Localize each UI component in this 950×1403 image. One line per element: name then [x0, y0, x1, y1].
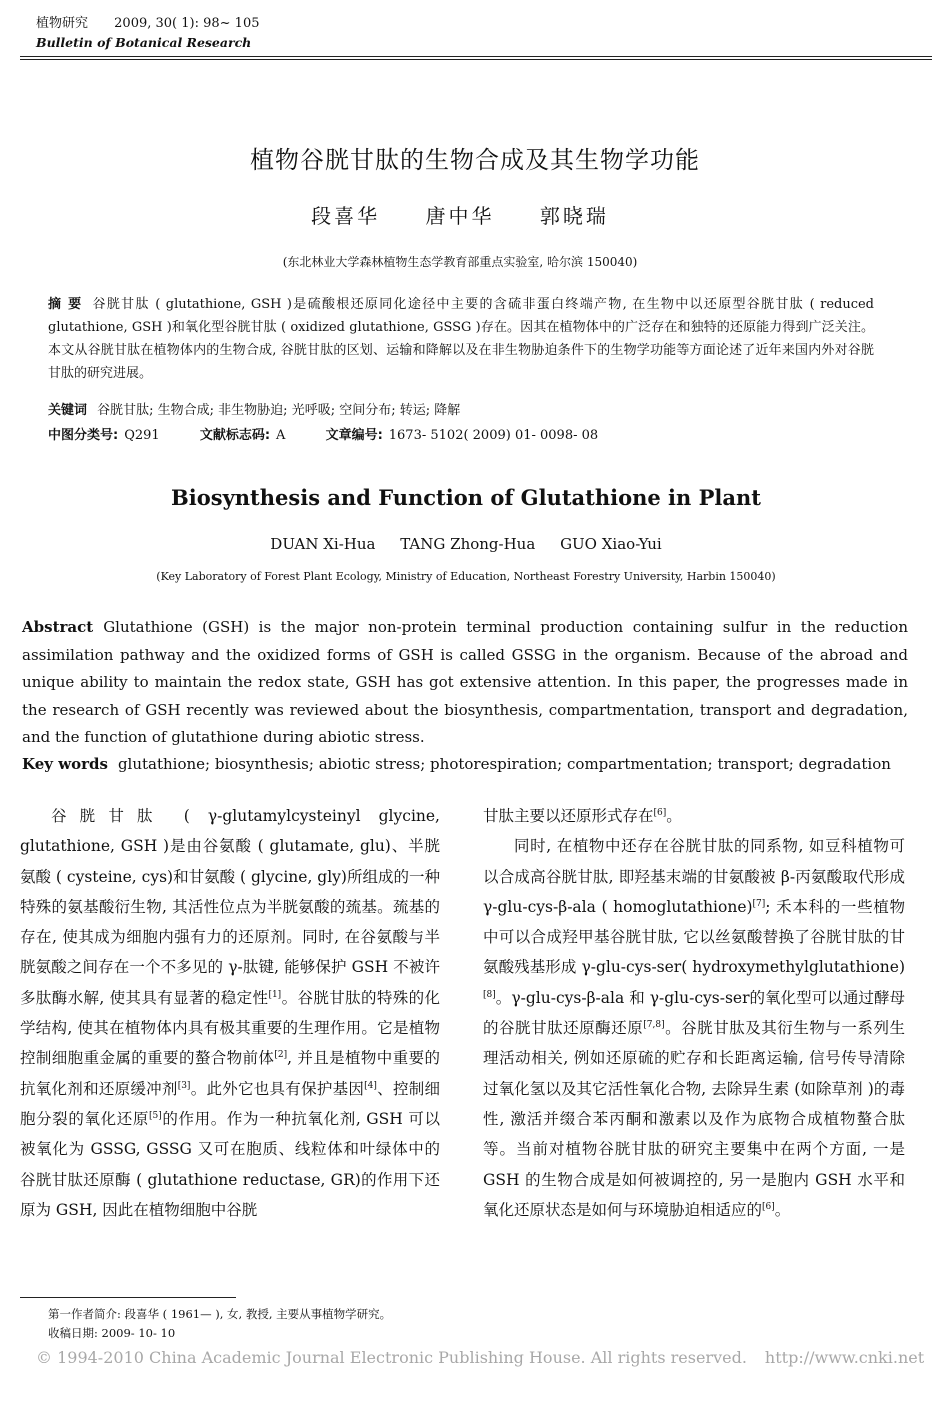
- author-en-3: GUO Xiao-Yui: [560, 535, 662, 553]
- citation: [7,8]: [643, 1019, 665, 1030]
- title-cn: 植物谷胱甘肽的生物合成及其生物学功能: [250, 146, 700, 174]
- title-en: Biosynthesis and Function of Glutathione in Plant: [171, 485, 761, 510]
- author-cn-1: 段喜华: [311, 204, 381, 228]
- doc-code-label: 文献标志码:: [199, 428, 271, 443]
- abstract-cn-label: 摘 要: [48, 297, 83, 312]
- body-text: 。: [774, 1200, 791, 1219]
- citation: [6]: [762, 1201, 775, 1212]
- body-text: 。谷胱甘肽及其衍生物与一系列生理活动相关, 例如还原硫的贮存和长距离运输, 信号传导清除过氧化氢以及其它活性氧化合物, 去除异生素 (如除草剂 )的毒性, 激活并缀合苯丙酮和激素以及作为底物合成植物螯合肽等。当前对植物谷胱甘肽的研究主要集中在两个方面, 一是 GSH 的生物合成是如何被调控的, 另一是胞内 GSH 水平和氧化还原状态是如何与环境胁迫相适应的: [483, 1019, 905, 1219]
- footnote-rule: [20, 1297, 236, 1298]
- keywords-en: [22, 751, 908, 777]
- article-id-label: 文章编号:: [325, 428, 383, 443]
- citation: [8]: [483, 989, 496, 1000]
- cnki-link[interactable]: http://www.cnki.net: [764, 1348, 925, 1367]
- citation: [7]: [752, 898, 766, 909]
- issue-info: 2009, 30( 1): 98~ 105: [114, 16, 260, 31]
- body-text: ; 禾本科的一些植物中可以合成羟甲基谷胱甘肽, 它以丝氨酸替换了谷胱甘肽的甘氨酸残基形成 γ-glu-cys-ser( hydroxymethylglutathione): [483, 897, 905, 977]
- keywords-en-text: glutathione; biosynthesis; abiotic stress; photorespiration; compartmentation; transport; degradation: [117, 755, 891, 773]
- footnote-author: 第一作者简介: 段喜华 ( 1961— ), 女, 教授, 主要从事植物学研究。: [48, 1307, 392, 1321]
- body-text: 谷胱甘肽 ( γ-glutamylcysteinyl glycine, glutathione, GSH )是由谷氨酸 ( glutamate, glu)、半胱氨酸 ( cysteine, cys)和甘氨酸 ( glycine, gly)所组成的一种特殊的氨基酸衍生物, 其活性位点为半胱氨酸的巯基。巯基的存在, 使其成为细胞内强有力的还原剂。同时, 在谷氨酸与半胱氨酸之间存在一个不多见的 γ-肽键, 能够保护 GSH 不被许多肽酶水解, 使其具有显著的稳定性: [20, 807, 440, 1007]
- affiliation-en: (Key Laboratory of Forest Plant Ecology, Ministry of Education, Northeast Forestry University, Harbin 150040): [156, 570, 776, 583]
- body-text: , 并且是植物中重要的抗氧化剂和还原缓冲剂: [20, 1049, 440, 1098]
- authors-cn: [0, 200, 920, 229]
- author-en-2: TANG Zhong-Hua: [400, 535, 536, 553]
- body-text: 同时, 在植物中还存在谷胱甘肽的同系物, 如豆科植物可以合成高谷胱甘肽, 即羟基末端的甘氨酸被 β-丙氨酸取代形成 γ-glu-cys-β-ala ( homoglutathione): [483, 837, 905, 916]
- body-paragraph: [483, 831, 905, 1225]
- citation: [2]: [274, 1050, 288, 1061]
- body-text: 、控制细胞分裂的氧化还原: [20, 1079, 440, 1128]
- copyright-text: © 1994-2010 China Academic Journal Electronic Publishing House. All rights reserved.: [36, 1348, 747, 1367]
- header-rule-top: [20, 56, 932, 57]
- keywords-cn-text: 谷胱甘肽; 生物合成; 非生物胁迫; 光呼吸; 空间分布; 转运; 降解: [97, 403, 461, 418]
- body-text: 。此外它也具有保护基因: [190, 1079, 365, 1098]
- body-text: 。γ-glu-cys-β-ala 和 γ-glu-cys-ser的氧化型可以通过酵母的谷胱甘肽还原酶还原: [483, 988, 905, 1038]
- body-text: 甘肽主要以还原形式存在: [483, 807, 654, 825]
- clc-label: 中图分类号:: [48, 428, 119, 443]
- header-rule-bottom: [20, 59, 932, 60]
- abstract-en-label: Abstract: [22, 618, 94, 636]
- abstract-cn-text: 谷胱甘肽 ( glutathione, GSH )是硫酸根还原同化途径中主要的含硫非蛋白终端产物, 在生物中以还原型谷胱甘肽 ( reduced glutathione, GSH )和氧化型谷胱甘肽 ( oxidized glutathione, GSSG )存在。因其在植物体中的广泛存在和独特的还原能力得到广泛关注。本文从谷胱甘肽在植物体内的生物合成, 谷胱甘肽的区划、运输和降解以及在非生物胁迫条件下的生物学功能等方面论述了近年来国内外对谷胱甘肽的研究进展。: [48, 297, 875, 381]
- footnote-received: 收稿日期: 2009- 10- 10: [48, 1326, 176, 1340]
- author-cn-2: 唐中华: [425, 204, 495, 228]
- author-cn-3: 郭晓瑞: [539, 204, 609, 228]
- body-column-left: [20, 801, 440, 1225]
- keywords-en-label: Key words: [22, 755, 108, 773]
- journal-name-en: Bulletin of Botanical Research: [36, 35, 252, 50]
- footnotes: [48, 1305, 391, 1343]
- affiliation-cn: (东北林业大学森林植物生态学教育部重点实验室, 哈尔滨 150040): [282, 255, 638, 269]
- body-paragraph: [20, 801, 440, 1225]
- abstract-cn: [48, 293, 874, 385]
- body-paragraph: [483, 801, 905, 831]
- copyright-banner: [36, 1348, 924, 1367]
- abstract-en: [22, 614, 908, 752]
- body-text: 。谷胱甘肽的特殊的化学结构, 使其在植物体内具有极其重要的生理作用。它是植物控制细胞重金属的重要的螯合物前体: [20, 988, 440, 1068]
- body-text: 的作用。作为一种抗氧化剂, GSH 可以被氧化为 GSSG, GSSG 又可在胞质、线粒体和叶绿体中的谷胱甘肽还原酶 ( glutathione reductase, GR)的作用下还原为 GSH, 因此在植物细胞中谷胱: [20, 1109, 440, 1219]
- doc-code-value: A: [276, 428, 286, 443]
- citation: [1]: [268, 989, 282, 1000]
- citation: [5]: [148, 1110, 162, 1121]
- abstract-en-text: Glutathione (GSH) is the major non-protein terminal production containing sulfur in the reduction assimilation pathway and the oxidized forms of GSH is called GSSG in the organism. Because of the abroad and unique ability to maintain the redox state, GSH has got extensive attention. In this paper, the progresses made in the research of GSH recently was reviewed about the biosynthesis, compartmentation, transport and degradation, and the function of glutathione during abiotic stress.: [22, 618, 908, 746]
- article-id-value: 1673- 5102( 2009) 01- 0098- 08: [388, 428, 599, 443]
- classification-row: [48, 425, 874, 447]
- citation: [4]: [364, 1080, 377, 1091]
- journal-name-cn: 植物研究: [36, 16, 89, 31]
- author-en-1: DUAN Xi-Hua: [270, 535, 376, 553]
- journal-header: [36, 14, 282, 52]
- authors-en: [0, 535, 932, 553]
- body-text: 。: [666, 807, 682, 825]
- body-column-right: [483, 801, 905, 1225]
- clc-value: Q291: [124, 428, 160, 443]
- keywords-cn: [48, 400, 874, 422]
- citation: [6]: [653, 807, 667, 818]
- citation: [3]: [177, 1080, 191, 1091]
- keywords-cn-label: 关键词: [48, 403, 88, 418]
